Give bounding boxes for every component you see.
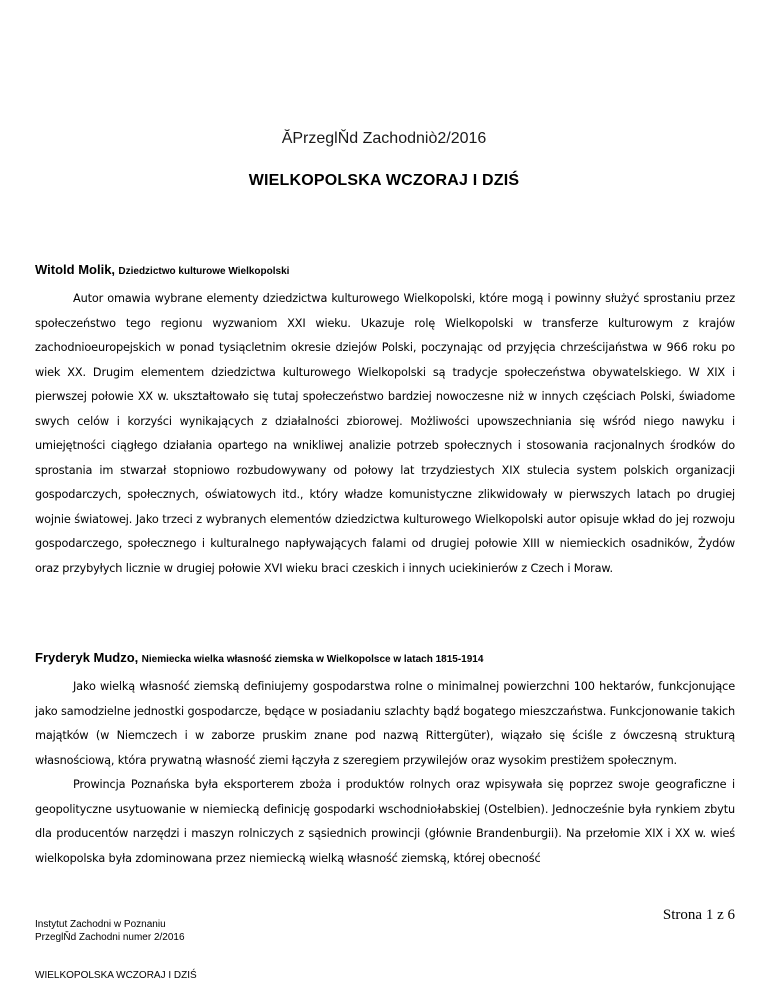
footer-journal: PrzeglŇd Zachodni numer 2/2016: [35, 932, 185, 943]
journal-header: ĂPrzeglŇd Zachodniò2/2016: [281, 130, 487, 147]
footer: [35, 918, 185, 944]
article-author: Witold Molik,: [35, 262, 116, 277]
article-author: Fryderyk Mudzo,: [35, 650, 139, 665]
article-1: [35, 262, 735, 581]
article-2: [35, 650, 735, 871]
article-paragraph: Jako wielką własność ziemską definiujemy gospodarstwa rolne o minimalnej powierzchni 100 hektarów, funkcjonujące jako samodzielne jednostki gospodarcze, będące w posiadaniu szlachty bądź bogatego mieszczaństwa. Funkcjonowanie takich majątków (w Niemczech i w zaborze pruskim znane pod nazwą Rittergüter), wiązało się ściśle z ówczesną strukturą własnościową, która prywatną własność ziemi łączyła z szeregiem przywilejów oraz wysokim prestiżem społecznym.: [35, 680, 735, 767]
document-title: WIELKOPOLSKA WCZORAJ I DZIŚ: [248, 172, 520, 189]
article-paragraph: Prowincja Poznańska była eksporterem zboża i produktów rolnych oraz wpisywała się poprzez swoje geograficzne i geopolityczne usytuowanie w niemiecką definicję gospodarki wschodnioɫabskiej (Ostelbien). Jednocześnie była rynkiem zbytu dla producentów narzędzi i maszyn rolniczych z sąsiednich prowincji (głównie Brandenburgii). Na przełomie XIX i XX w. wieś wielkopolska była zdominowana przez niemiecką wielką własność ziemską, której obecność: [35, 778, 735, 865]
article-heading: [35, 650, 735, 668]
article-heading: [35, 262, 735, 280]
page-number: Strona 1 z 6: [662, 907, 735, 923]
footer-institute: Instytut Zachodni w Poznaniu: [35, 919, 166, 930]
footer-running-title: WIELKOPOLSKA WCZORAJ I DZIŚ: [35, 970, 197, 981]
article-title: Niemiecka wielka własność ziemska w Wielkopolsce w latach 1815-1914: [141, 654, 484, 665]
article-paragraph: Autor omawia wybrane elementy dziedzictwa kulturowego Wielkopolski, które mogą i powinny służyć sprostaniu przez społeczeństwo tego regionu wyzwaniom XXI wieku. Ukazuje rolę Wielkopolski w transferze kulturowym z krajów zachodnioeuropejskich w ponad tysiącletnim okresie dziejów Polski, poczynając od przyjęcia chrześcijaństwa w 966 roku po wiek XX. Drugim elementem dziedzictwa kulturowego Wielkopolski są tradycje społeczeństwa obywatelskiego. W XIX i pierwszej połowie XX w. ukształtowało się tutaj społeczeństwo bardziej nowoczesne niż w innych częściach Polski, świadome swych celów i korzyści wynikających z działalności zbiorowej. Możliwości upowszechniania się wśród niego nawyku i umiejętności ciągłego działania opartego na wnikliwej analizie potrzeb społecznych i stosowania racjonalnych środków do sprostania im stwarzał stopniowo rozbudowywany od połowy lat trzydziestych XIX stulecia system polskich organizacji gospodarczych, społecznych, oświatowych itd., który władze komunistyczne zlikwidowały w pierwszych latach po drugiej wojnie światowej. Jako trzeci z wybranych elementów dziedzictwa kulturowego Wielkopolski autor opisuje wkład do jej rozwoju gospodarczego, społecznego i kulturalnego napływających falami od drugiej połowie XIII w niemieckich osadników, Żydów oraz przybyłych licznie w drugiej połowie XVI wieku braci czeskich i innych uciekinierów z Czech i Moraw.: [35, 292, 735, 575]
article-title: Dziedzictwo kulturowe Wielkopolski: [118, 266, 290, 277]
